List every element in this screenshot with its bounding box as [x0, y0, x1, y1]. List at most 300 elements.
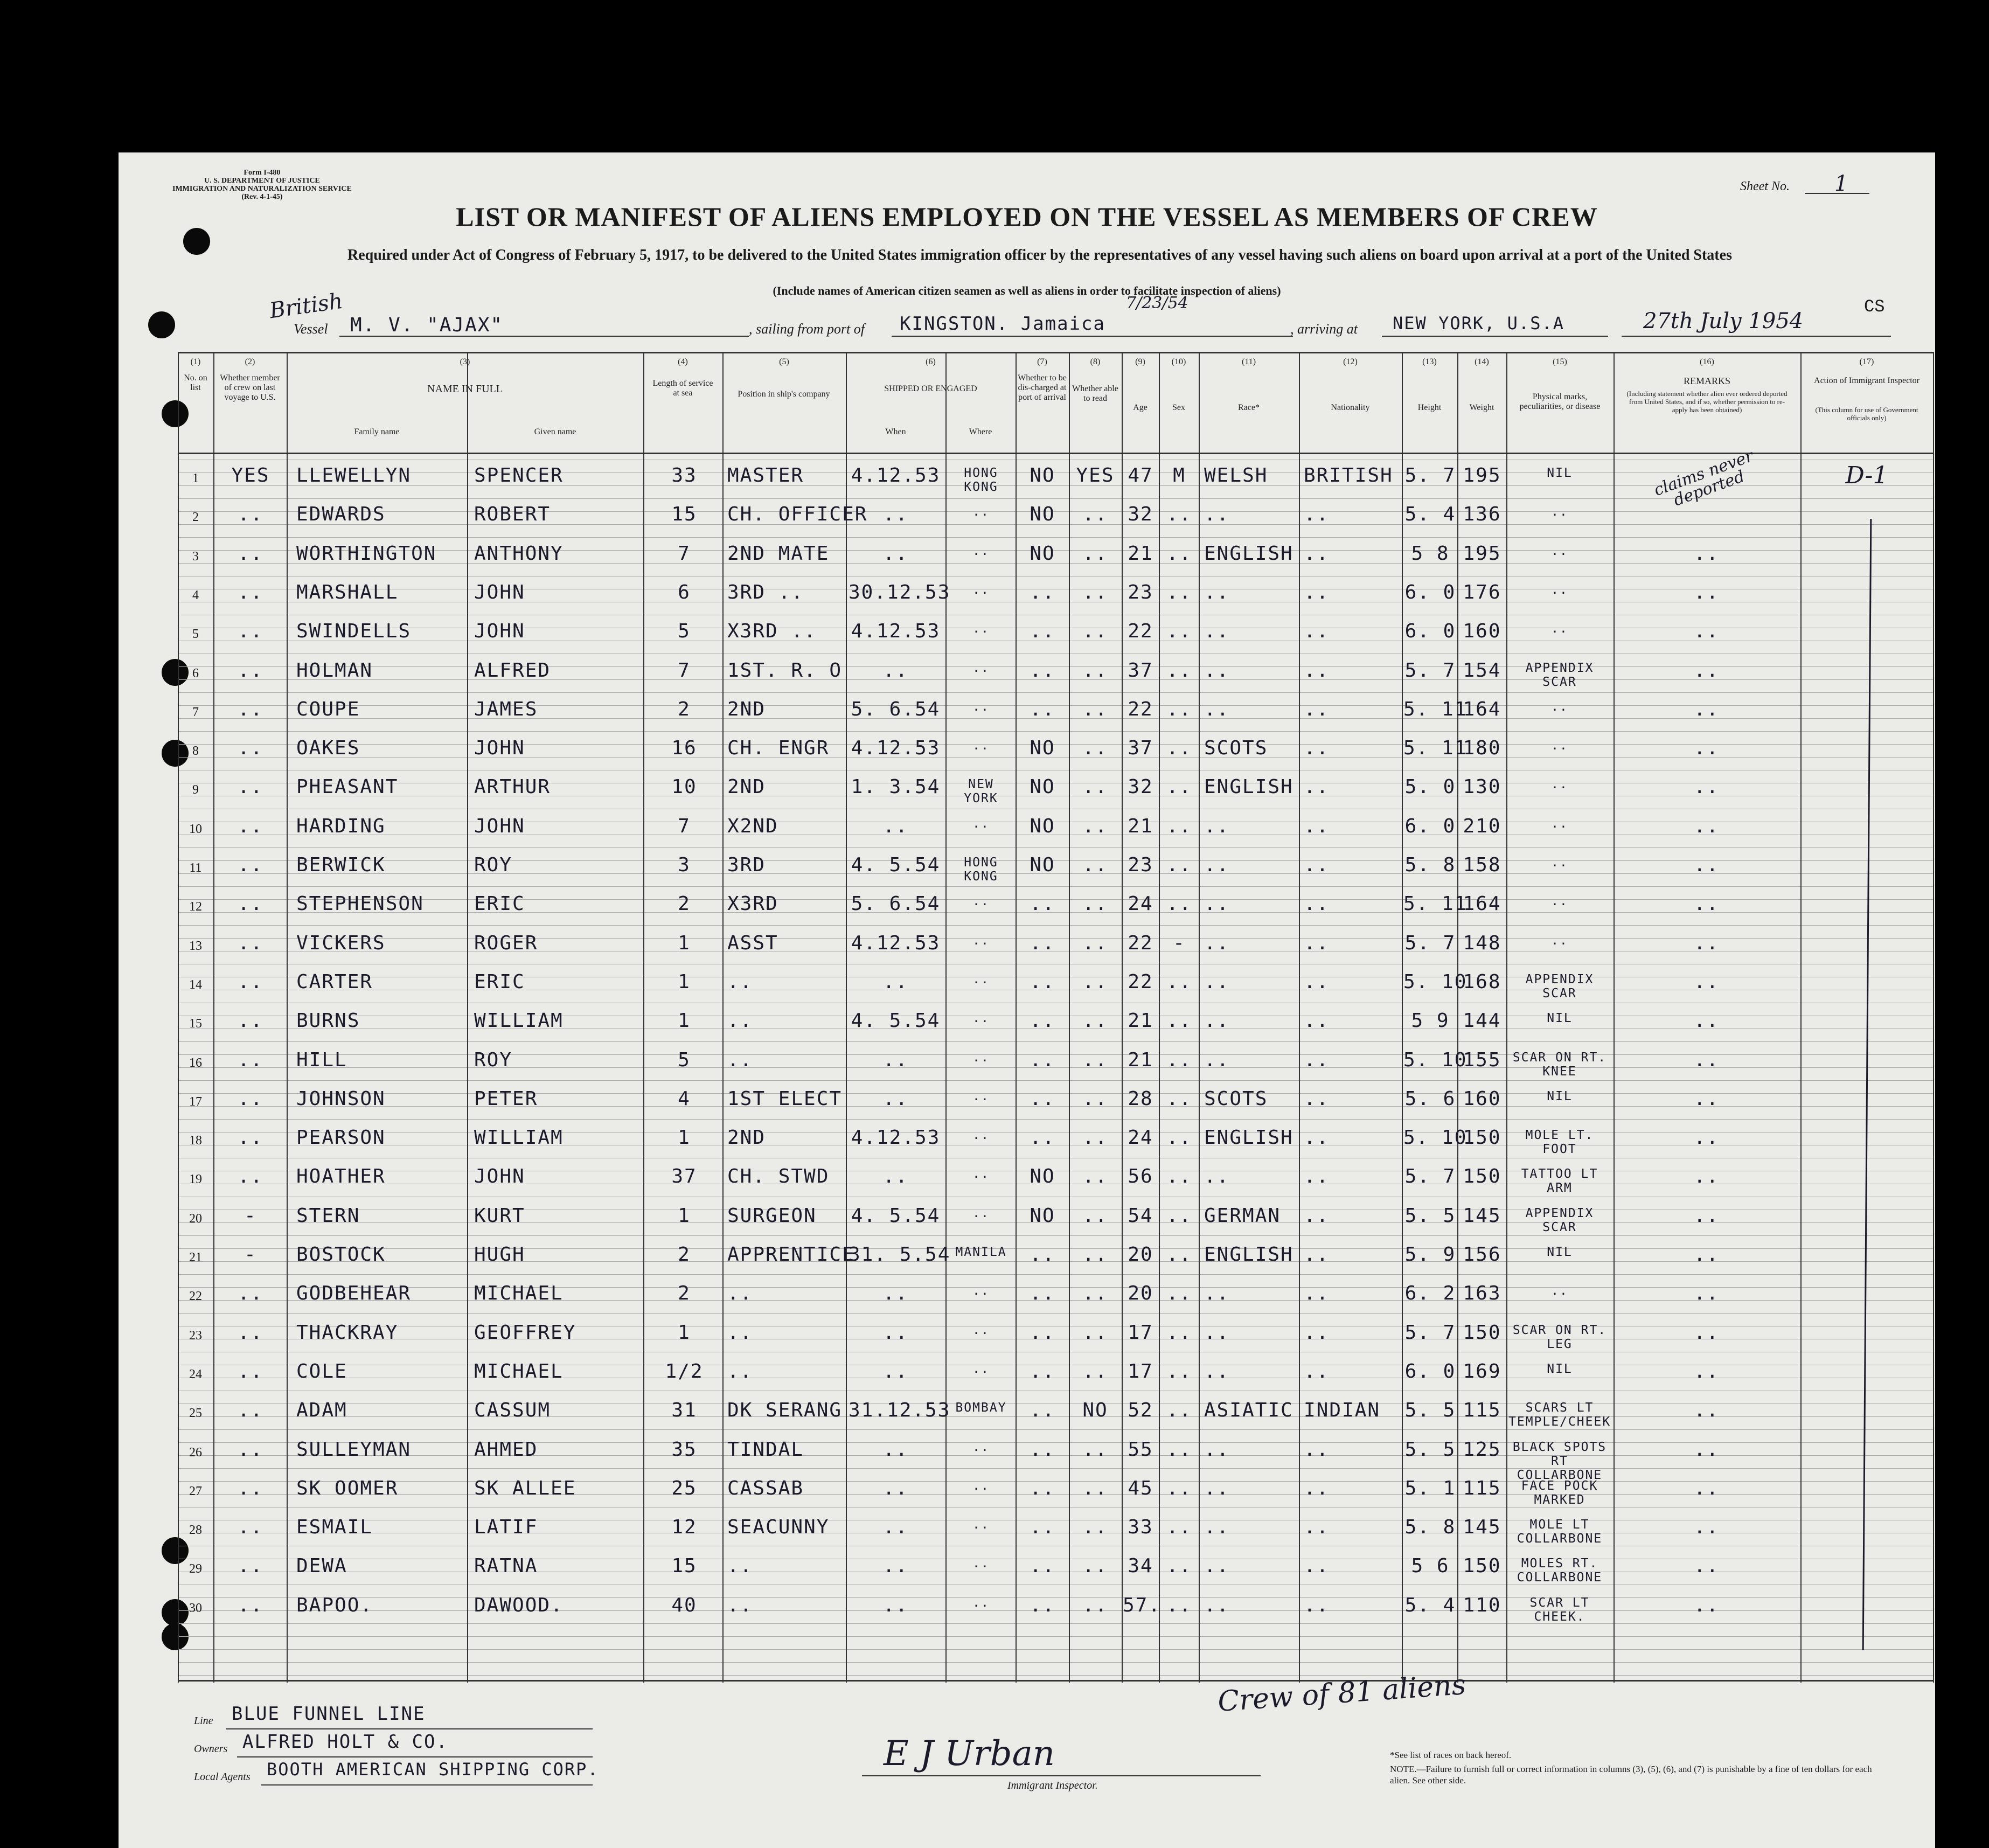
cell-height: 5. 5 — [1404, 1438, 1456, 1461]
cell-when: 30.12.53 — [849, 581, 951, 603]
cell-height: 5. 7 — [1404, 659, 1456, 682]
cell-service: 2 — [678, 893, 691, 915]
cell-weight: 163 — [1463, 1282, 1501, 1305]
cell-position: ASST — [727, 932, 778, 954]
cell-nationality: BRITISH — [1304, 464, 1393, 487]
vessel-name: M. V. "AJAX" — [350, 314, 504, 336]
cell-prev: .. — [238, 932, 263, 954]
cell-where: .. — [972, 1518, 990, 1532]
cell-when: .. — [882, 1165, 909, 1188]
col-head-5: Position in ship's company — [738, 390, 830, 399]
cell-height: 5 9 — [1411, 1010, 1450, 1032]
cell-remarks: claims never deported — [1651, 446, 1756, 510]
cell-marks: .. — [1551, 544, 1568, 558]
col-sub-given: Given name — [534, 427, 576, 436]
cell-race: ENGLISH — [1204, 1243, 1293, 1266]
cell-age: 52 — [1128, 1399, 1153, 1422]
cell-weight: 164 — [1463, 893, 1501, 915]
row-number: 23 — [189, 1328, 202, 1343]
cell-sex: .. — [1166, 1204, 1192, 1227]
row-number: 10 — [189, 822, 202, 836]
cell-marks: NIL — [1547, 1089, 1573, 1103]
cell-sex: .. — [1166, 659, 1192, 682]
cell-remarks: .. — [1693, 581, 1720, 603]
cell-service: 7 — [678, 542, 691, 565]
cell-marks: .. — [1551, 699, 1568, 714]
cell-nationality: .. — [1304, 1243, 1330, 1266]
cell-race: .. — [1204, 970, 1230, 993]
cell-when: 4.12.53 — [851, 620, 941, 643]
cell-height: 5. 8 — [1404, 854, 1456, 876]
cell-discharged: .. — [1030, 581, 1055, 603]
cell-age: 21 — [1128, 1048, 1153, 1071]
row-number: 13 — [189, 939, 202, 953]
cell-age: 37 — [1128, 659, 1153, 682]
cell-where: .. — [972, 816, 990, 831]
cell-height: 5. 10 — [1403, 1127, 1468, 1149]
cell-service: 7 — [678, 815, 691, 837]
row-number: 14 — [189, 977, 202, 992]
cell-read: .. — [1082, 542, 1108, 565]
cell-sex: .. — [1166, 1243, 1192, 1266]
cell-race: .. — [1204, 932, 1230, 954]
cell-age: 22 — [1128, 932, 1153, 954]
cell-given: JOHN — [474, 737, 525, 760]
cell-prev: .. — [238, 659, 263, 682]
cell-sex: - — [1173, 932, 1186, 954]
cell-weight: 150 — [1463, 1127, 1501, 1149]
cell-when: 1. 3.54 — [851, 776, 941, 798]
cell-nationality: .. — [1304, 1127, 1330, 1149]
cell-discharged: .. — [1030, 1321, 1055, 1344]
cell-position: .. — [727, 970, 753, 993]
cell-family: OAKES — [296, 737, 360, 760]
cell-where: MANILA — [955, 1245, 1007, 1259]
cell-where: .. — [972, 972, 990, 986]
row-number: 9 — [192, 783, 199, 797]
cell-given: JOHN — [474, 815, 525, 837]
cell-weight: 150 — [1463, 1165, 1501, 1188]
cell-nationality: .. — [1304, 1204, 1330, 1227]
cell-remarks: .. — [1693, 1048, 1720, 1071]
cell-sex: .. — [1166, 1321, 1192, 1344]
cell-given: MICHAEL — [474, 1360, 564, 1382]
col-head-15: Physical marks, peculiarities, or disease — [1519, 392, 1601, 411]
cell-family: EDWARDS — [296, 503, 386, 526]
cell-remarks: .. — [1693, 970, 1720, 993]
cell-given: HUGH — [474, 1243, 525, 1266]
cell-age: 57. — [1123, 1594, 1162, 1616]
cell-position: .. — [727, 1282, 753, 1305]
cell-read: .. — [1082, 854, 1108, 876]
row-number: 11 — [189, 861, 202, 875]
cell-given: ROY — [474, 854, 513, 876]
row-rule — [178, 1119, 1934, 1120]
cell-family: HOLMAN — [296, 659, 373, 682]
form-id-line: U. S. DEPARTMENT OF JUSTICE — [204, 177, 320, 185]
col-num-8: (8) — [1090, 357, 1101, 366]
cell-marks: .. — [1551, 505, 1568, 519]
cell-weight: 180 — [1463, 737, 1501, 760]
from-date: 7/23/54 — [1126, 294, 1188, 312]
cell-when: .. — [882, 1048, 909, 1071]
row-number: 4 — [192, 588, 199, 602]
cell-prev: .. — [238, 1594, 263, 1616]
cell-prev: .. — [238, 1087, 263, 1110]
crew-table — [178, 352, 1934, 1683]
cell-marks: FACE POCK MARKED — [1521, 1478, 1598, 1507]
row-number: 2 — [192, 510, 199, 525]
cell-age: 17 — [1128, 1360, 1153, 1382]
cell-given: ARTHUR — [474, 776, 551, 798]
col-num-9: (9) — [1135, 357, 1145, 366]
cell-position: CASSAB — [727, 1477, 804, 1499]
cell-position: .. — [727, 1010, 753, 1032]
cell-weight: 115 — [1463, 1477, 1501, 1499]
cell-where: NEW YORK — [964, 777, 998, 806]
row-rule — [178, 1274, 1934, 1275]
row-rule — [178, 1429, 1934, 1430]
row-rule — [178, 1675, 1934, 1676]
cell-marks: MOLE LT COLLARBONE — [1517, 1518, 1603, 1546]
cell-service: 33 — [671, 464, 697, 487]
cell-height: 5 8 — [1411, 542, 1450, 565]
cell-remarks: .. — [1693, 1282, 1720, 1305]
cell-sex: .. — [1166, 542, 1192, 565]
cell-prev: .. — [238, 1438, 263, 1461]
row-number: 27 — [189, 1484, 202, 1498]
cell-nationality: .. — [1304, 698, 1330, 720]
cell-read: .. — [1082, 737, 1108, 760]
cell-weight: 115 — [1463, 1399, 1501, 1422]
cell-family: LLEWELLYN — [296, 464, 412, 487]
cell-discharged: .. — [1030, 1243, 1055, 1266]
col-head-14: Weight — [1469, 403, 1494, 412]
cell-service: 1 — [678, 932, 691, 954]
cell-discharged: .. — [1030, 659, 1055, 682]
cell-prev: .. — [238, 1555, 263, 1578]
cell-remarks: .. — [1693, 620, 1720, 643]
cell-remarks: .. — [1693, 542, 1720, 565]
cell-position: 3RD .. — [727, 581, 804, 603]
cell-discharged: NO — [1030, 1204, 1055, 1227]
cell-race: .. — [1204, 659, 1230, 682]
cell-nationality: .. — [1304, 1282, 1330, 1305]
cell-weight: 145 — [1463, 1204, 1501, 1227]
col-num-16: (16) — [1700, 357, 1714, 366]
cell-family: THACKRAY — [296, 1321, 399, 1344]
cell-height: 5. 11 — [1403, 698, 1468, 720]
cell-position: TINDAL — [727, 1438, 804, 1461]
cell-nationality: .. — [1304, 1087, 1330, 1110]
col-head-7: Whether to be dis-charged at port of arrival — [1018, 373, 1067, 402]
arriving-port: NEW YORK, U.S.A — [1393, 313, 1564, 334]
cell-read: .. — [1082, 581, 1108, 603]
cell-marks: APPENDIX SCAR — [1525, 1206, 1594, 1234]
cell-family: STERN — [296, 1204, 360, 1227]
cell-sex: .. — [1166, 1477, 1192, 1499]
cell-service: 31 — [671, 1399, 697, 1422]
cell-given: ALFRED — [474, 659, 551, 682]
row-number: 5 — [192, 627, 199, 642]
col-head-4: Length of service at sea — [652, 379, 713, 398]
cell-marks: SCAR ON RT. KNEE — [1512, 1050, 1607, 1079]
cell-family: ADAM — [296, 1399, 347, 1422]
cell-prev: .. — [238, 1127, 263, 1149]
cell-when: 31. 5.54 — [849, 1243, 951, 1266]
row-number: 25 — [189, 1406, 202, 1421]
cell-given: ROY — [474, 1048, 513, 1071]
cell-age: 32 — [1128, 776, 1153, 798]
cell-discharged: .. — [1030, 932, 1055, 954]
cell-read: .. — [1082, 698, 1108, 720]
sailing-label: , sailing from port of — [749, 321, 865, 337]
cell-read: .. — [1082, 1165, 1108, 1188]
cell-weight: 168 — [1463, 970, 1501, 993]
cell-position: MASTER — [727, 464, 804, 487]
cell-marks: MOLES RT. COLLARBONE — [1517, 1557, 1603, 1585]
cell-service: 15 — [671, 503, 697, 526]
cell-service: 12 — [671, 1516, 697, 1539]
cell-marks: TATTOO LT ARM — [1521, 1167, 1598, 1196]
cell-discharged: .. — [1030, 1555, 1055, 1578]
row-rule — [178, 1080, 1934, 1081]
cell-height: 6. 0 — [1404, 581, 1456, 603]
manifest-sheet — [119, 152, 1935, 1848]
cell-nationality: .. — [1304, 893, 1330, 915]
page-title: LIST OR MANIFEST OF ALIENS EMPLOYED ON THE VESSEL AS MEMBERS OF CREW — [456, 202, 1598, 232]
cell-given: GEOFFREY — [474, 1321, 576, 1344]
cell-nationality: .. — [1304, 620, 1330, 643]
cell-weight: 210 — [1463, 815, 1501, 837]
cell-weight: 148 — [1463, 932, 1501, 954]
cell-read: .. — [1082, 620, 1108, 643]
punch-hole — [148, 311, 175, 338]
cell-where: .. — [972, 661, 990, 675]
cell-age: 21 — [1128, 542, 1153, 565]
races-note: *See list of races on back hereof. — [1390, 1750, 1512, 1760]
cell-race: .. — [1204, 1438, 1230, 1461]
cell-when: .. — [882, 1477, 909, 1499]
cell-marks: NIL — [1547, 1245, 1573, 1259]
cell-remarks: .. — [1693, 1594, 1720, 1616]
cell-height: 5. 10 — [1403, 1048, 1468, 1071]
cell-when: .. — [882, 1360, 909, 1382]
footer-owners-value: ALFRED HOLT & CO. — [242, 1731, 448, 1753]
cell-discharged: NO — [1030, 815, 1055, 837]
cell-marks: MOLE LT. FOOT — [1525, 1128, 1594, 1157]
col-note-17: (This column for use of Government officials only) — [1815, 406, 1918, 422]
cell-prev: - — [244, 1204, 257, 1227]
cell-family: JOHNSON — [296, 1087, 386, 1110]
inspector-signature: E J Urban — [884, 1734, 1055, 1774]
cell-prev: .. — [238, 970, 263, 993]
cell-position: CH. STWD — [727, 1165, 830, 1188]
cell-read: .. — [1082, 1360, 1108, 1382]
cell-remarks: .. — [1693, 1360, 1720, 1382]
cell-marks: NIL — [1547, 1011, 1573, 1026]
cell-prev: .. — [238, 1282, 263, 1305]
cell-prev: .. — [238, 503, 263, 526]
cell-position: 2ND MATE — [727, 542, 830, 565]
cell-when: .. — [882, 1282, 909, 1305]
cell-discharged: NO — [1030, 776, 1055, 798]
cell-service: 10 — [671, 776, 697, 798]
cell-discharged: .. — [1030, 1399, 1055, 1422]
cell-where: .. — [972, 1595, 990, 1610]
cell-prev: .. — [238, 1321, 263, 1344]
cell-position: SEACUNNY — [727, 1516, 830, 1539]
cell-age: 24 — [1128, 893, 1153, 915]
cell-prev: .. — [238, 815, 263, 837]
cell-weight: 195 — [1463, 542, 1501, 565]
corner-code: CS — [1864, 297, 1885, 317]
cell-sex: .. — [1166, 1165, 1192, 1188]
cell-when: .. — [882, 1516, 909, 1539]
cell-prev: .. — [238, 737, 263, 760]
cell-where: .. — [972, 622, 990, 636]
cell-remarks: .. — [1693, 815, 1720, 837]
cell-read: .. — [1082, 1321, 1108, 1344]
cell-weight: 155 — [1463, 1048, 1501, 1071]
cell-height: 5. 1 — [1404, 1477, 1456, 1499]
cell-age: 22 — [1128, 970, 1153, 993]
cell-prev: .. — [238, 1165, 263, 1188]
col-num-12: (12) — [1343, 357, 1358, 366]
cell-sex: .. — [1166, 854, 1192, 876]
col-num-6: (6) — [926, 357, 936, 366]
cell-age: 20 — [1128, 1243, 1153, 1266]
cell-family: VICKERS — [296, 932, 386, 954]
cell-sex: .. — [1166, 737, 1192, 760]
cell-marks: .. — [1551, 816, 1568, 831]
row-rule — [178, 925, 1934, 926]
cell-remarks: .. — [1693, 1516, 1720, 1539]
cell-remarks: .. — [1693, 698, 1720, 720]
col-num-10: (10) — [1171, 357, 1186, 366]
cell-family: BAPOO. — [296, 1594, 373, 1616]
col-head-11: Race* — [1238, 403, 1260, 412]
cell-when: 4.12.53 — [851, 737, 941, 760]
cell-discharged: NO — [1030, 854, 1055, 876]
cell-given: WILLIAM — [474, 1127, 564, 1149]
footer-line-label: Line — [194, 1715, 213, 1727]
cell-service: 25 — [671, 1477, 697, 1499]
row-rule — [178, 847, 1934, 848]
cell-discharged: .. — [1030, 893, 1055, 915]
cell-prev: .. — [238, 1010, 263, 1032]
cell-weight: 136 — [1463, 503, 1501, 526]
cell-age: 24 — [1128, 1127, 1153, 1149]
cell-given: PETER — [474, 1087, 538, 1110]
cell-age: 45 — [1128, 1477, 1153, 1499]
cell-age: 37 — [1128, 737, 1153, 760]
cell-given: SPENCER — [474, 464, 564, 487]
cell-nationality: .. — [1304, 542, 1330, 565]
cell-race: .. — [1204, 698, 1230, 720]
cell-discharged: .. — [1030, 620, 1055, 643]
cell-age: 54 — [1128, 1204, 1153, 1227]
cell-marks: .. — [1551, 856, 1568, 870]
cell-given: ROGER — [474, 932, 538, 954]
cell-where: .. — [972, 699, 990, 714]
col-head-6: SHIPPED OR ENGAGED — [884, 384, 977, 393]
cell-nationality: .. — [1304, 737, 1330, 760]
cell-discharged: .. — [1030, 970, 1055, 993]
cell-position: DK SERANG — [727, 1399, 843, 1422]
cell-position: CH. OFFICER — [727, 503, 868, 526]
row-number: 26 — [189, 1445, 202, 1460]
cell-race: .. — [1204, 854, 1230, 876]
from-port-line — [892, 336, 1293, 337]
cell-race: .. — [1204, 581, 1230, 603]
cell-marks: SCAR LT CHEEK. — [1529, 1595, 1590, 1624]
cell-height: 5. 5 — [1404, 1204, 1456, 1227]
cell-given: MICHAEL — [474, 1282, 564, 1305]
from-port: KINGSTON. Jamaica — [900, 313, 1105, 335]
date-line — [1622, 336, 1891, 337]
cell-family: DEWA — [296, 1555, 347, 1578]
cell-age: 17 — [1128, 1321, 1153, 1344]
cell-height: 5. 7 — [1404, 1165, 1456, 1188]
cell-remarks: .. — [1693, 1321, 1720, 1344]
col-num-11: (11) — [1241, 357, 1256, 366]
cell-height: 5. 6 — [1404, 1087, 1456, 1110]
col-num-3: (3) — [460, 357, 470, 366]
cell-when: .. — [882, 815, 909, 837]
cell-discharged: .. — [1030, 1594, 1055, 1616]
cell-where: .. — [972, 1323, 990, 1337]
row-rule — [178, 1468, 1934, 1469]
cell-position: 1ST ELECT — [727, 1087, 843, 1110]
cell-position: 2ND — [727, 776, 766, 798]
cell-height: 6. 2 — [1404, 1282, 1456, 1305]
cell-nationality: .. — [1304, 854, 1330, 876]
cell-sex: .. — [1166, 581, 1192, 603]
cell-discharged: .. — [1030, 1282, 1055, 1305]
inspector-stroke — [1862, 519, 1872, 1650]
cell-read: NO — [1082, 1399, 1108, 1422]
row-rule — [178, 1235, 1934, 1236]
cell-marks: .. — [1551, 622, 1568, 636]
cell-race: SCOTS — [1204, 737, 1268, 760]
cell-age: 28 — [1128, 1087, 1153, 1110]
row-rule — [178, 1041, 1934, 1042]
cell-race: SCOTS — [1204, 1087, 1268, 1110]
cell-service: 6 — [678, 581, 691, 603]
cell-marks: SCAR ON RT. LEG — [1512, 1323, 1607, 1351]
cell-nationality: .. — [1304, 1321, 1330, 1344]
cell-remarks: .. — [1693, 932, 1720, 954]
cell-race: .. — [1204, 1477, 1230, 1499]
cell-age: 21 — [1128, 1010, 1153, 1032]
cell-read: .. — [1082, 1243, 1108, 1266]
cell-family: HOATHER — [296, 1165, 386, 1188]
cell-remarks: .. — [1693, 1010, 1720, 1032]
cell-given: WILLIAM — [474, 1010, 564, 1032]
cell-remarks: .. — [1693, 1243, 1720, 1266]
cell-age: 32 — [1128, 503, 1153, 526]
col-head-9: Age — [1133, 403, 1148, 412]
cell-read: .. — [1082, 1010, 1108, 1032]
cell-marks: .. — [1551, 1284, 1568, 1298]
cell-remarks: .. — [1693, 659, 1720, 682]
cell-discharged: NO — [1030, 503, 1055, 526]
cell-weight: 158 — [1463, 854, 1501, 876]
col-head-2: Whether member of crew on last voyage to U.S. — [220, 373, 280, 402]
row-number: 24 — [189, 1367, 202, 1381]
cell-height: 5 6 — [1411, 1555, 1450, 1578]
